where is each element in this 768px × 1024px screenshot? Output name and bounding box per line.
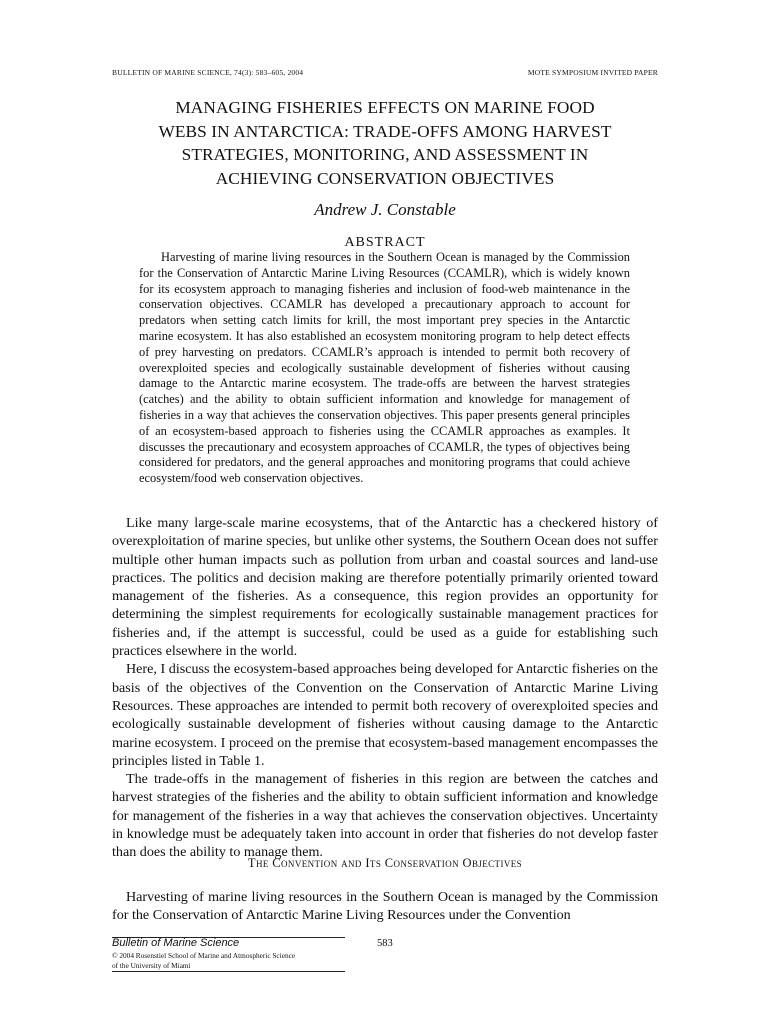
title-line: STRATEGIES, MONITORING, AND ASSESSMENT IN	[181, 145, 589, 164]
body-paragraph: The trade-offs in the management of fisheries in this region are between the catches and harvest strategies of the fisheries and the ability to obtain sufficient information and knowledge for management of the fisheries in a way that achieves the conservation objectives. Uncertainty in knowledge must be adequately taken into account in order that fisheries do not develop faster than does the ability to manage them.	[112, 771, 658, 861]
copyright-notice	[112, 951, 352, 970]
paper-type-label: MOTE SYMPOSIUM INVITED PAPER	[527, 68, 658, 77]
section-body	[112, 888, 658, 925]
title-line: WEBS IN ANTARCTICA: TRADE-OFFS AMONG HARVEST	[158, 121, 612, 141]
author-name: Andrew J. Constable	[314, 200, 456, 219]
copyright-line: of the University of Miami	[112, 960, 191, 970]
footer-journal-name: Bulletin of Marine Science	[112, 937, 240, 949]
body-paragraph: Here, I discuss the ecosystem-based approaches being developed for Antarctic fisheries on the basis of the objectives of the Convention on the Conservation of Antarctic Marine Living Resources. These approaches are intended to permit both recovery of overexploited species and ecologically sustainable development of fisheries without causing damage to the Antarctic marine ecosystem. I proceed on the premise that ecosystem-based management encompasses the principles listed in Table 1.	[112, 661, 658, 769]
page-number: 583	[377, 938, 393, 949]
running-head	[112, 68, 658, 82]
body-paragraph: Like many large-scale marine ecosystems, that of the Antarctic has a checkered history of overexploitation of marine species, but unlike other systems, the Southern Ocean does not suffer multiple other human impacts such as pollution from urban and coastal sources and land-use practices. The politics and decision making are therefore potentially primarily oriented toward management of the fisheries. As a consequence, this region provides an opportunity for determining the simplest requirements for ecologically sustainable management practices for fisheries and, if the attempt is successful, could be used as a guide for establishing such practices elsewhere in the world.	[112, 515, 658, 660]
title-line: ACHIEVING CONSERVATION OBJECTIVES	[215, 168, 555, 188]
abstract-text: Harvesting of marine living resources in the Southern Ocean is managed by the Commission for the Conservation of Antarctic Marine Living Resources (CCAMLR), which is widely known for its ecosystem approach to managing fisheries and inclusion of food-web maintenance in the conservation objectives. CCAMLR has developed a precautionary approach to account for predators when setting catch limits for krill, the most important prey species in the Antarctic marine ecosystem. It has also established an ecosystem monitoring program to help detect effects of prey harvesting on predators. CCAMLR’s approach is intended to permit both recovery of overexploited species and ecologically sustainable development of fisheries without causing damage to the Antarctic marine ecosystem. The trade-offs are between the harvest strategies (catches) and the ability to obtain sufficient information and knowledge for management of fisheries in a way that achieves the conservation objectives. This paper presents general principles of an ecosystem-based approach to fisheries using the CCAMLR approaches as examples. It discusses the precautionary and ecosystem approaches of CCAMLR, the types of objectives being considered for predators, and the general approaches and monitoring programs that could achieve ecosystem/food web conservation objectives.	[139, 250, 630, 486]
footer-divider	[112, 971, 345, 972]
introduction-body	[112, 514, 658, 862]
journal-citation: BULLETIN OF MARINE SCIENCE, 74(3): 583–605, 2004	[112, 68, 304, 77]
body-paragraph: Harvesting of marine living resources in the Southern Ocean is managed by the Commission for the Conservation of Antarctic Marine Living Resources under the Convention	[112, 889, 658, 924]
title-line: MANAGING FISHERIES EFFECTS ON MARINE FOOD	[175, 98, 595, 117]
copyright-line: © 2004 Rosenstiel School of Marine and Atmospheric Science	[112, 951, 296, 960]
section-heading: The Convention and Its Conservation Objectives	[247, 856, 523, 870]
abstract-heading: ABSTRACT	[344, 235, 426, 250]
paper-title	[112, 96, 658, 190]
